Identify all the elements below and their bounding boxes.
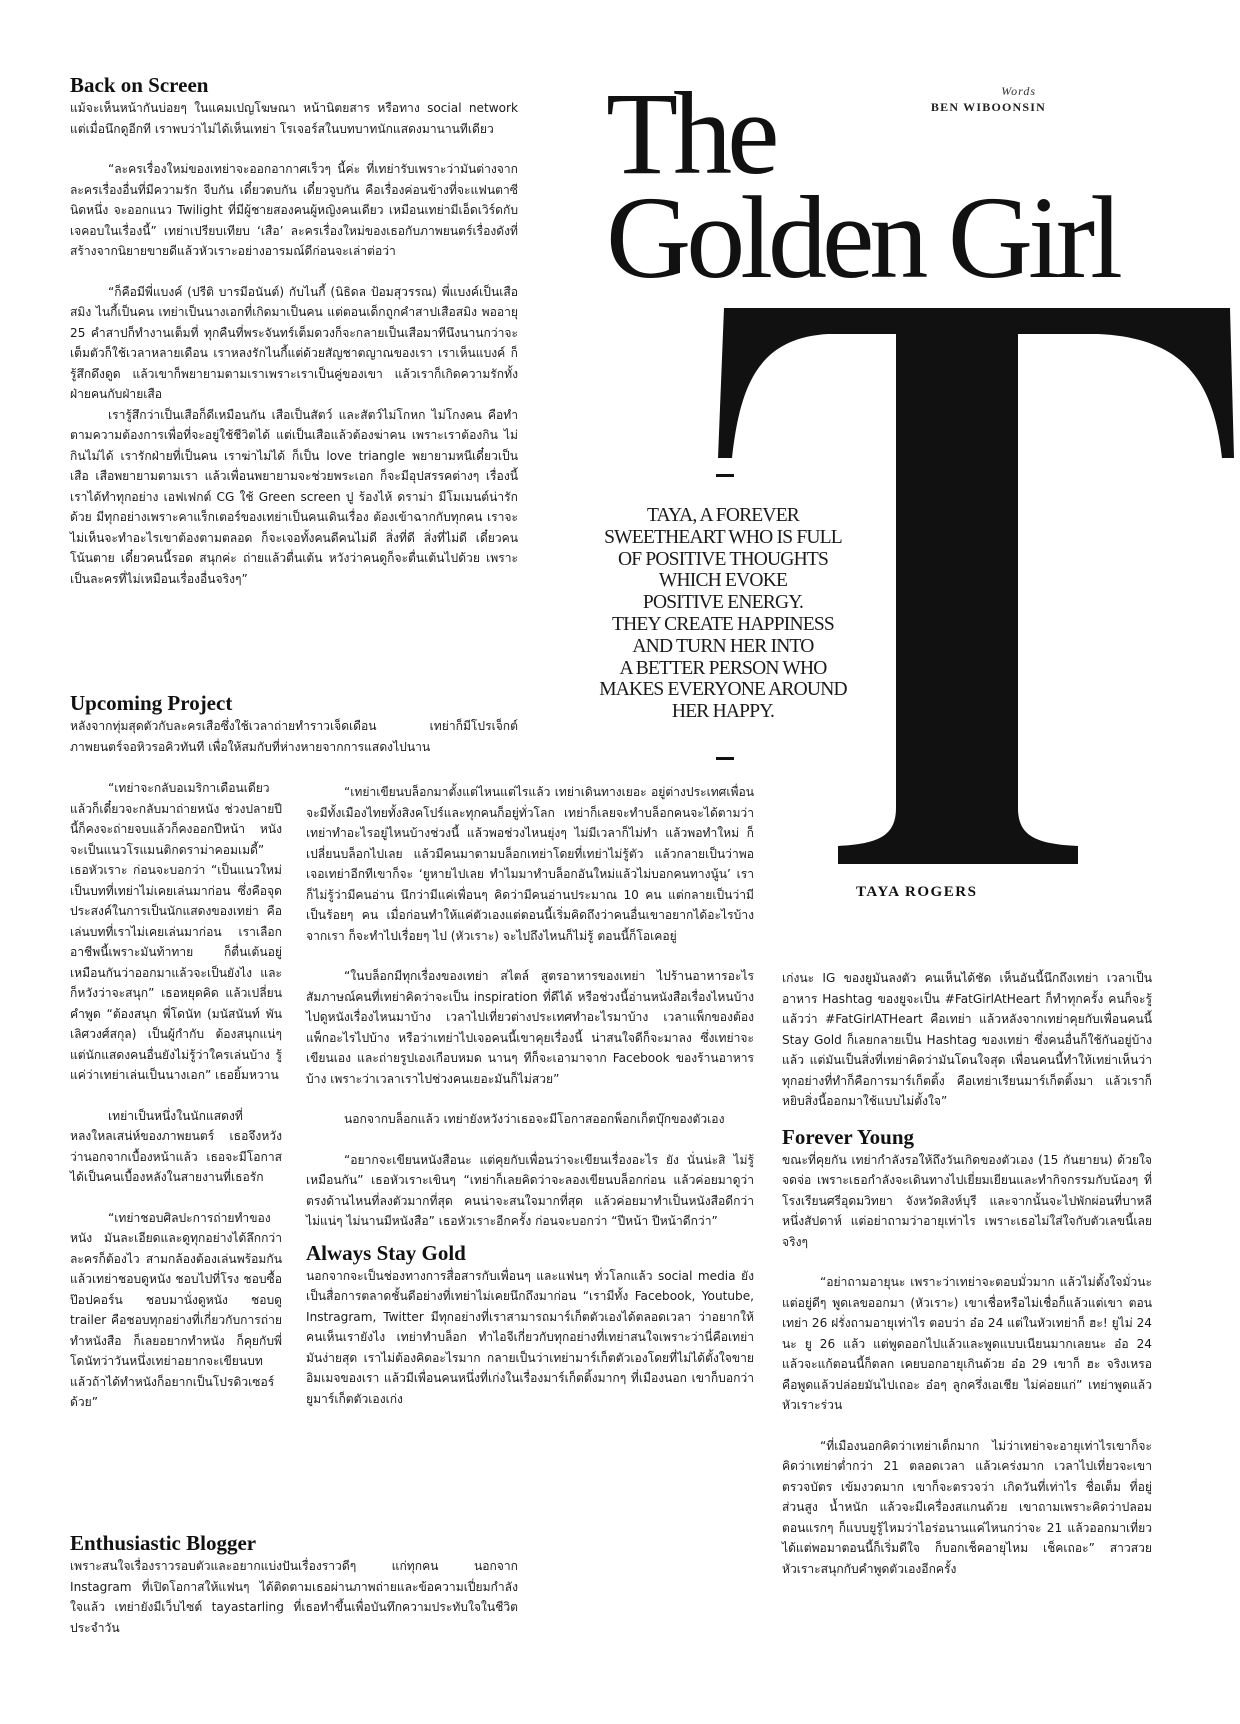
page-title: The Golden Girl bbox=[606, 68, 1118, 303]
pull-quote: TAYA, A FOREVER SWEETHEART WHO IS FULL OF POSITIVE THOUGHTS WHICH EVOKE POSITIVE ENERGY. THEY CREATE HAPPINESS AND TURN HER INTO A BETTER PERSON WHO MAKES EVERYONE AROUND HER HAPPY. bbox=[599, 505, 847, 723]
paragraph: หลังจากทุ่มสุดตัวกับละครเสือซึ่งใช้เวลาถ่ายทำราวเจ็ดเดือน เทย่าก็มีโปรเจ็กต์ภาพยนตร์จอหิวรอคิวทันที เพื่อให้สมกับที่ห่างหายจากการแสดงไปนาน bbox=[70, 719, 518, 754]
quote-dash-top bbox=[716, 474, 734, 477]
paragraph: “เทย่าเขียนบล็อกมาตั้งแต่ไหนแต่ไรแล้ว เทย่าเดินทางเยอะ อยู่ต่างประเทศเพื่อนจะมีทั้งเมืองไทยทั้งสิงคโปร์และทุกคนก็อยู่ทั่วโลก เทย่าก็เลยจะทำบล็อกคนจะได้ตามว่าเทย่าทำอะไรอยู่ไหนบ้างช่วงนี้ แล้วพอช่วงไหนยุ่งๆ ไม่มีเวลาก็ไม่ทำ แล้วพอทำใหม่ ก็เปลี่ยนบล็อกไปเลย แล้วมีคนมาตามบล็อกเทย่าโดยที่เทย่าไม่รู้ตัว แล้วกลายเป็นว่าพอเจอเทย่าอีกทีเขาก็จะ ‘ยูหายไปเลย ทำไมมาทำบล็อกอันใหม่แล้วไม่บอกคนทางนู้น’ เราก็ไม่รู้ว่ามีคนอ่าน นึกว่ามีแค่เพื่อนๆ คิดว่ามีคนอ่านประมาณ 10 คน แต่กลายเป็นว่ามีเป็นร้อยๆ คน เมื่อก่อนทำให้แค่ตัวเองแต่ตอนนี้เริ่มคิดถึงว่าคนอื่นเขาอยากได้อะไรบ้างจากเรา ก็จะทำไปเรื่อยๆ ไป (หัวเราะ) จะไปถึงไหนก็ไม่รู้ ตอนนี้ก็โอเคอยู่ bbox=[306, 785, 754, 943]
heading-enthusiastic-blogger: Enthusiastic Blogger bbox=[70, 1531, 257, 1555]
column-blog-body bbox=[306, 782, 754, 1409]
paragraph: “อย่าถามอายุนะ เพราะว่าเทย่าจะตอบมั่วมาก แล้วไม่ตั้งใจมั่วนะ แต่อยู่ดีๆ พูดเลขออกมา (หัวเราะ) เขาเชื่อหรือไม่เชื่อก็แล้วแต่เขา ตอนเทย่า 26 ฝรั่งถามอายุเท่าไร ตอบว่า อ๋อ 24 แต่ในหัวเทย่าก็ ฮะ! ยูไม่ 24 นะ ยู 26 แล้ว แต่พูดออกไปแล้วและพูดแบบเนียนมากเลยนะ อ๋อ 24 แล้วจะแก้ตอนนี้ก็ตลก เคยบอกอายุเกินด้วย อ๋อ 29 เขาก็ ฮะ จริงเหรอ คือพูดแล้วปล่อยมันไปเถอะ อ๋อๆ ลูกครึ่งเอเชีย ไม่ค่อยแก่” เทย่าพูดแล้วหัวเราะร่วน bbox=[782, 1275, 1152, 1412]
credit-author: BEN WIBOONSIN bbox=[930, 100, 1046, 114]
paragraph: เก่งนะ IG ของยูมันลงตัว คนเห็นได้ชัด เห็นอันนี้นึกถึงเทย่า เวลาเป็นอาหาร Hashtag ของยูจะเป็น #FatGirlAtHeart ก็ทำทุกครั้ง คนก็จะรู้แล้วว่า #FatGirlATHeart คือเทย่า แล้วหลังจากเทย่าคุยกับเพื่อนคนนี้ Stay Gold ก็เลยกลายเป็น Hashtag ของเทย่า ซึ่งคนอื่นก็ใช้กันอยู่บ้างแล้ว แต่มันเป็นสิ่งที่เทย่าคิดว่ามันโดนใจสุด เพื่อนคนนี้ทำให้เทย่าเห็นว่าทุกอย่างที่ทำก็คือการมาร์เก็ตติ้ง คือเทย่าเรียนมาร์เก็ตติ้งมา แล้วเราก็หยิบสิ่งนี้ออกมาใช้แบบไม่ตั้งใจ” bbox=[782, 971, 1152, 1108]
heading-upcoming-project: Upcoming Project bbox=[70, 691, 233, 715]
section-upcoming-project bbox=[70, 690, 518, 757]
paragraph: เทย่าเป็นหนึ่งในนักแสดงที่หลงใหลเสน่ห์ของภาพยนตร์ เธอจึงหวังว่านอกจากเบื้องหน้าแล้ว เธอจะมีโอกาสได้เป็นคนเบื้องหลังในสายงานที่เธอรัก bbox=[70, 1108, 282, 1184]
credit-label: Words bbox=[1001, 84, 1036, 98]
photo-caption: TAYA ROGERS bbox=[856, 884, 978, 900]
heading-back-on-screen: Back on Screen bbox=[70, 73, 209, 97]
paragraph: นอกจากบล็อกแล้ว เทย่ายังหวังว่าเธอจะมีโอกาสออกพ็อกเก็ตบุ๊กของตัวเอง bbox=[344, 1112, 725, 1126]
paragraph: เพราะสนใจเรื่องราวรอบตัวและอยากแบ่งปันเรื่องราวดีๆ แก่ทุกคน นอกจาก Instagram ที่เปิดโอกาสให้แฟนๆ ได้ติดตามเธอผ่านภาพถ่ายและข้อความเปี่ยมกำลังใจแล้ว เทย่ายังมีเว็บไซต์ tayastarling ที่เธอทำขึ้นเพื่อบันทึกความประทับใจในชีวิตประจำวัน bbox=[70, 1559, 518, 1635]
paragraph: ขณะที่คุยกัน เทย่ากำลังรอให้ถึงวันเกิดของตัวเอง (15 กันยายน) ด้วยใจจดจ่อ เพราะเธอกำลังจะเดินทางไปเยี่ยมเยียนและทำกิจกรรมกับน้องๆ ที่โรงเรียนศรีอุดมวิทยา จังหวัดสิงห์บุรี และจากนั้นจะไปพักผ่อนที่บาหลีหนึ่งสัปดาห์ แต่อย่าถามว่าอายุเท่าไร เพราะเธอไม่ใส่ใจกับตัวเลขนี้เลยจริงๆ bbox=[782, 1152, 1152, 1249]
paragraph: “ก็คือมีพี่แบงค์ (ปรีติ บารมีอนันต์) กับไนกี้ (นิธิดล ป้อมสุวรรณ) พี่แบงค์เป็นเสือสมิง ไนกี้เป็นคน เทย่าเป็นนางเอกที่เกิดมาเป็นคน แต่ตอนเด็กถูกคำสาปเสือสมิง พออายุ 25 คำสาปก็ทำงานเต็มที่ ทุกคืนที่พระจันทร์เต็มดวงก็จะกลายเป็นเสือมาทีนึงนานกว่าจะเต็มตัวก็ใช้เวลาหลายเดือน เราหลงรักไนกี้แต่ด้วยสัญชาตญาณของเรา เราเห็นแบงค์ ก็รู้สึกดึงดูด แล้วเขาก็พยายามตามเราเพราะเราเป็นคู่ของเขา แล้วเราก็เกิดความรักทั้งฝ่ายคนกับฝ่ายเสือ bbox=[70, 284, 518, 401]
paragraph: นอกจากจะเป็นช่องทางการสื่อสารกับเพื่อนๆ และแฟนๆ ทั่วโลกแล้ว social media ยังเป็นสื่อการตลาดชั้นดีอย่างที่เทย่าไม่เคยนึกถึงมาก่อน “เรามีทั้ง Facebook, Youtube, Instragram, Twitter มีทุกอย่างที่เราสามารถมาร์เก็ตตัวเองได้ตลอดเวลา ว่าอยากให้คนเห็นเรายังไง เทย่าทำบล็อก ทำไอจีเกี่ยวกับทุกอย่างที่เทย่าสนใจเพราะว่านี่คือเทย่า มันง่ายสุด เราไม่ต้องคิดอะไรมาก กลายเป็นว่าเทย่ามาร์เก็ตตัวเองโดยที่ไม่ได้ตั้งใจขายอิมเมจของเรา แล้วมีเพื่อนคนหนึ่งที่เก่งในเรื่องมาร์เก็ตติ้งมากๆ ที่เมืองนอก เขาก็บอกว่ายูมาร์เก็ตตัวเองเก่ง bbox=[306, 1268, 754, 1406]
paragraph: “เทย่าจะกลับอเมริกาเดือนเดียว แล้วก็เดี๋ยวจะกลับมาถ่ายหนัง ช่วงปลายปีนี้ก็คงจะถ่ายจบแล้วก็คงออกปีหน้า หนังจะเป็นแนวโรแมนติกดราม่าคอมเมดี้” เธอหัวเราะ ก่อนจะบอกว่า “เป็นแนวใหม่ เป็นบทที่เทย่าไม่เคยเล่นมาก่อน ซึ่งคือจุดประสงค์ในการเป็นนักแสดงของเทย่า คือเล่นบทที่เราไม่เคยเล่นมาก่อน เราเลือกอาชีพนี้เพราะมันท้าทาย ก็ตื่นเต้นอยู่เหมือนกันว่าออกมาแล้วจะเป็นยังไง และก็หวังว่าจะสนุก” เธอหยุดคิด แล้วเปลี่ยนคำพูด “ต้องสนุก พี่โดนัท (มนัสนันท์ พันเลิศวงศ์สกุล) เป็นผู้กำกับ ต้องสนุกแน่ๆ แต่นักแสดงคนอื่นยังไม่รู้ว่าใครเล่นบ้าง รู้แค่ว่าเทย่าเล่นเป็นนางเอก” เธอยิ้มหวาน bbox=[70, 781, 282, 1082]
paragraph: แม้จะเห็นหน้ากันบ่อยๆ ในแคมเปญโฆษณา หน้านิตยสาร หรือทาง social network แต่เมื่อนึกดูอีกที เราพบว่าไม่ได้เห็นเทย่า โรเจอร์สในบทบาทนักแสดงมานานทีเดียว bbox=[70, 101, 518, 136]
paragraph: “ละครเรื่องใหม่ของเทย่าจะออกอากาศเร็วๆ นี้ค่ะ ที่เทย่ารับเพราะว่ามันต่างจากละครเรื่องอื่นที่มีความรัก จีบกัน เดี๋ยวตบกัน เดี๋ยวจูบกัน คือเรื่องค่อนข้างที่จะแฟนตาซีนิดหนึ่ง จะออกแนว Twilight ที่มีผู้ชายสองคนผู้หญิงคนเดียว เหมือนเทย่ามีเอ็ดเวิร์ดกับเจคอบในเรื่องนี้” เทย่าเปรียบเทียบ ‘เสือ’ ละครเรื่องใหม่ของเธอกับภาพยนตร์เรื่องดังที่สร้างจากนิยายขายดีแล้วหัวเราะอย่างอารมณ์ดีก่อนจะเล่าต่อว่า bbox=[70, 162, 518, 258]
section-enthusiastic-blogger bbox=[70, 1530, 518, 1638]
paragraph: “ในบล็อกมีทุกเรื่องของเทย่า สไตล์ สูตรอาหารของเทย่า ไปร้านอาหารอะไรสัมภาษณ์คนที่เทย่าคิดว่าจะเป็น inspiration ที่ดีได้ หรือช่วงนี้อ่านหนังสือเรื่องไหนบ้างไปดูหนังเรื่องไหนมาบ้าง เวลาไปเที่ยวต่างประเทศทำอะไรมาบ้าง เวลาแพ็กของต้องแพ็กอะไรไปบ้าง หรือว่าเทย่าไปเจอคนนี้เขาคุยเรื่องนี้ น่าสนใจดีก็จะมาลง ซึ่งเทย่าจะเขียนเอง และถ่ายรูปเองเกือบหมด นานๆ ทีก็จะเอามาจาก Facebook ของร้านอาหารบ้าง เพราะว่าเวลาเราไปช่วงคนเยอะมันก็ไม่สวย” bbox=[306, 969, 754, 1086]
column-right-body bbox=[782, 968, 1152, 1579]
paragraph: “เทย่าชอบศิลปะการถ่ายทำของหนัง มันละเอียดและดูทุกอย่างได้ลึกกว่า ละครก็ต้องไว สามกล้องต้องเล่นพร้อมกัน แล้วเทย่าชอบดูหนัง ชอบไปที่โรง ชอบซื้อป๊อปคอร์น ชอบมานั่งดูหนัง ชอบดู trailer คือชอบทุกอย่างที่เกี่ยวกับการถ่ายทำหนังสือ ก็เลยอยากทำหนัง ก็คุยกับพี่โดนัทว่าวันหนึ่งเทย่าอยากจะเขียนบท แล้วถ้าได้ทำหนังก็อยากเป็นโปรดิวเซอร์ด้วย” bbox=[70, 1210, 282, 1409]
paragraph: “อยากจะเขียนหนังสือนะ แต่คุยกับเพื่อนว่าจะเขียนเรื่องอะไร ยัง นั่นน่ะสิ ไม่รู้เหมือนกัน” เธอหัวเราะเขินๆ “เทย่าก็เลยคิดว่าจะลองเขียนบล็อกก่อน แล้วค่อยมาดูว่าตรงด้านไหนที่ลงตัวมากที่สุด คนน่าจะสนใจมากที่สุด แล้วค่อยมาทำเป็นหนังสือดีกว่า ไม่แน่ๆ ไม่นานมีหนังสือ” เธอหัวเราะอีกครั้ง ก่อนจะบอกว่า “ปีหน้า ปีหน้าดีกว่า” bbox=[306, 1152, 754, 1228]
paragraph: เรารู้สึกว่าเป็นเสือก็ดีเหมือนกัน เสือเป็นสัตว์ และสัตว์ไม่โกหก ไม่โกงคน คือทำตามความต้องการเพื่อที่จะอยู่ใช้ชีวิตได้ แต่เป็นเสือแล้วต้องฆ่าคน เพราะเราต้องกิน ไม่กินไม่ได้ เรารักฝ่ายที่เป็นคน เราฆ่าไม่ได้ ก็เป็น love triangle พยายามหนีเดี๋ยวเป็นเสือ เสือพยายามตามเรา แล้วเพื่อนพยายามจะช่วยพระเอก ก็จะมีอุปสรรคต่างๆ เรื่องนี้เราได้ทำทุกอย่าง เอฟเฟกต์ CG ใช้ Green screen ปู ร้องไห้ ดราม่า มีโมเมนต์น่ารักด้วย มีทุกอย่างเพราะคาแร็กเตอร์ของเทย่าเป็นคนเดินเรื่อง ต้องเข้าฉากกับทุกคน เราจะไม่เห็นจะทำอะไรเขาต้องตามตลอด ก็จะเจอทั้งคนดีคนไม่ดี สิ่งที่ดี สิ่งที่ไม่ดี เดี๋ยวคนโน้นตาย เดี๋ยวคนนี้รอด สนุกค่ะ ถ่ายแล้วตื่นเต้น หวังว่าคนดูก็จะตื่นเต้นไปด้วย เพราะเป็นละครที่ไม่เหมือนเรื่องอื่นจริงๆ” bbox=[70, 407, 518, 586]
section-back-on-screen bbox=[70, 72, 518, 589]
paragraph: “ที่เมืองนอกคิดว่าเทย่าเด็กมาก ไม่ว่าเทย่าจะอายุเท่าไรเขาก็จะคิดว่าเทย่าต่ำกว่า 21 ตลอดเวลา แล้วเคร่งมาก เวลาไปเที่ยวจะเขาตรวจบัตร เข้มงวดมาก เขาก็จะตรวจว่า เกิดวันที่เท่าไร ชื่อเต็ม ที่อยู่ ส่วนสูง น้ำหนัก แล้วจะมีเครื่องสแกนด้วย เขาถามเพราะคิดว่าปลอมตอนแรกๆ ก็แบบยูรู้ไหมว่าไอร่อนานแค่ไหนกว่าจะ 21 แล้วออกมาเที่ยวได้แต่พอมาตอนนี้ก็เริ่มดีใจ ก็บอกเช็คอายุไหม เช็คเถอะ” สาวสวยหัวเราะสนุกกับคำพูดตัวเองอีกครั้ง bbox=[782, 1438, 1152, 1576]
column-upcoming-body bbox=[70, 778, 282, 1413]
quote-dash-bottom bbox=[716, 757, 734, 760]
heading-forever-young: Forever Young bbox=[782, 1124, 915, 1149]
heading-always-stay-gold: Always Stay Gold bbox=[306, 1240, 466, 1265]
